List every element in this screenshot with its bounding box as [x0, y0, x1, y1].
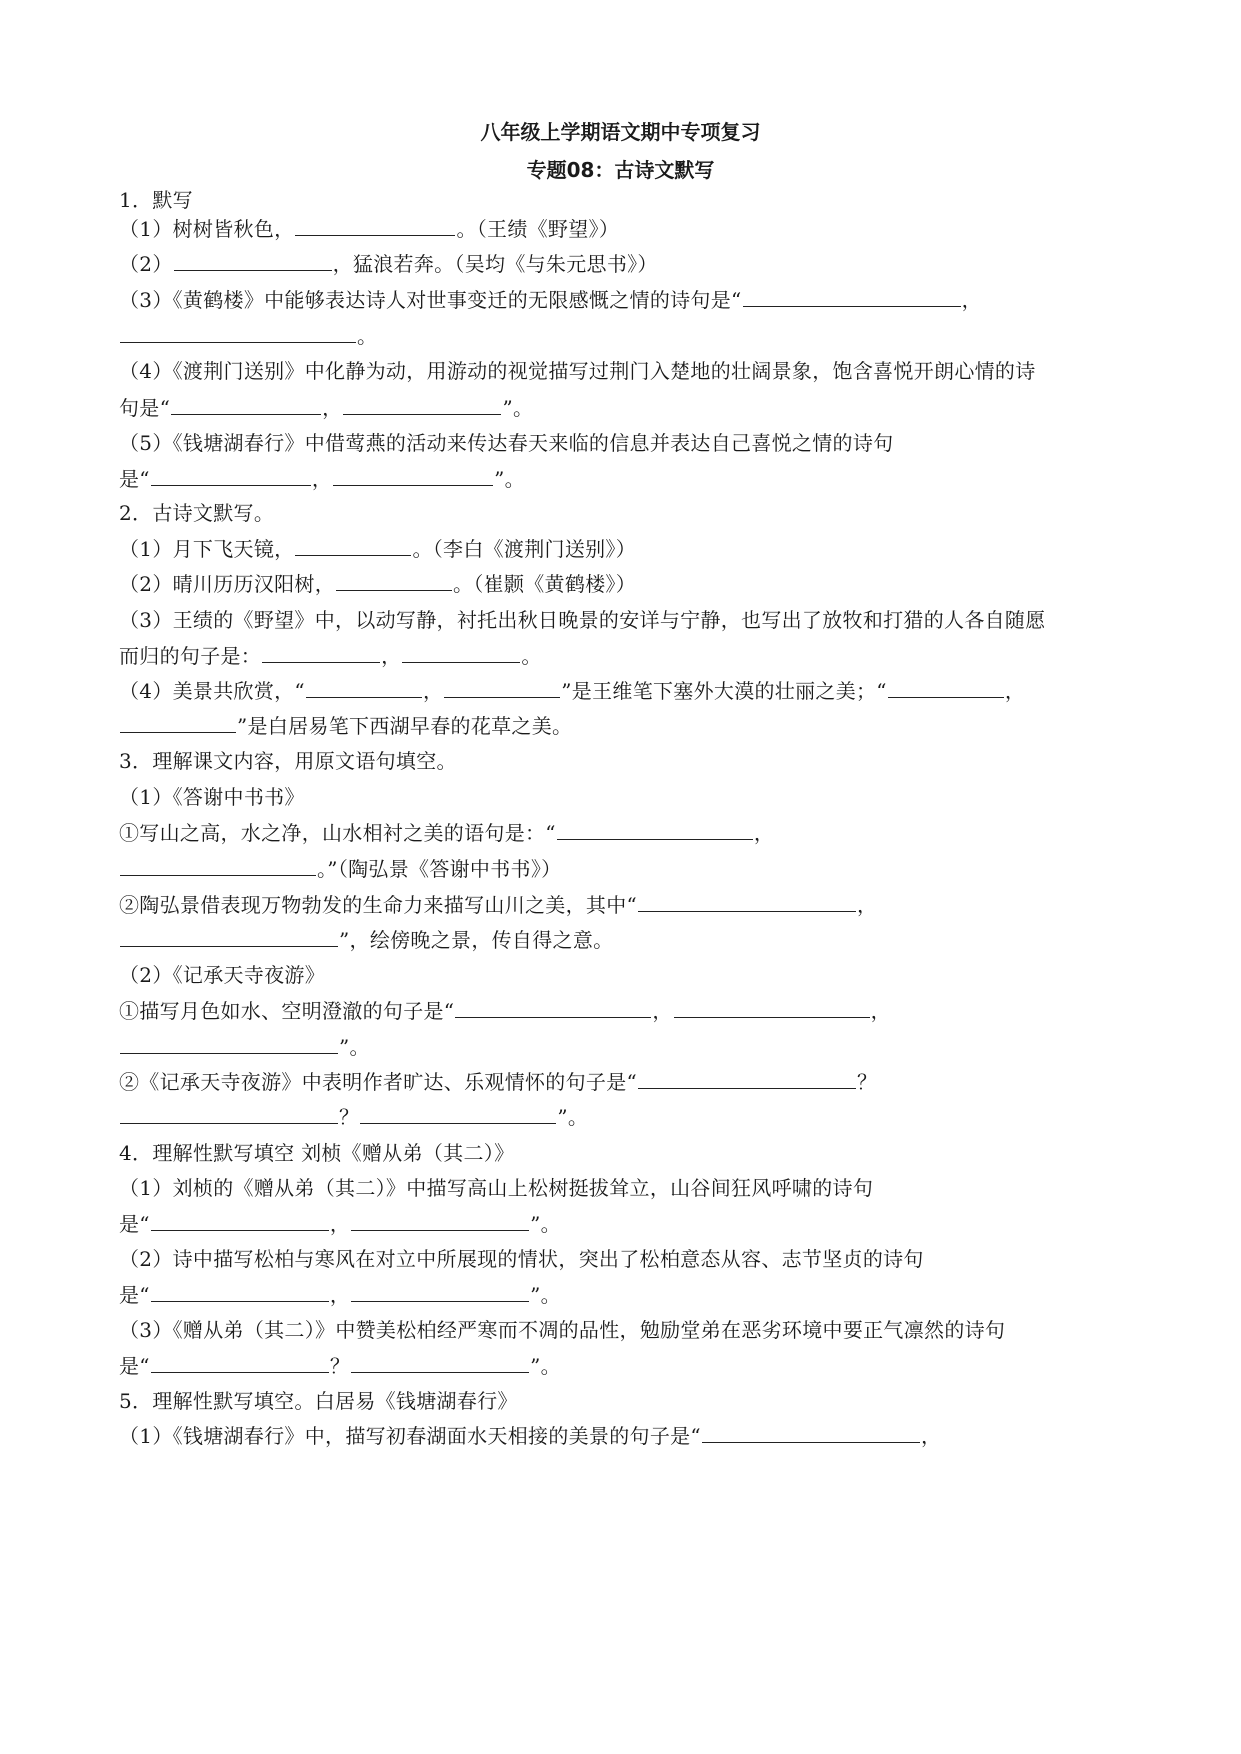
answer-blank[interactable]: [351, 1351, 529, 1373]
answer-blank[interactable]: [702, 1421, 920, 1443]
text-line: [119, 996, 1129, 1026]
line-text: ”。: [530, 1283, 561, 1307]
answer-blank[interactable]: [295, 534, 411, 556]
line-text: ，: [857, 893, 878, 917]
line-text: ，: [961, 288, 982, 312]
text-line: [119, 1032, 1129, 1062]
line-text: ，: [329, 1283, 351, 1307]
answer-blank[interactable]: [638, 1067, 856, 1089]
line-text: ①描写月色如水、空明澄澈的句子是“: [119, 999, 455, 1023]
line-text: ”是白居易笔下西湖早春的花草之美。: [237, 714, 573, 738]
answer-blank[interactable]: [295, 214, 455, 236]
line-text: ，: [322, 396, 343, 420]
line-text: ，: [920, 1424, 942, 1448]
line-text: 3．理解课文内容，用原文语句填空。: [119, 749, 457, 773]
text-line: [119, 605, 1129, 635]
line-text: 是“: [119, 1283, 150, 1307]
line-text: ？: [339, 1105, 360, 1129]
line-text: ①写山之高，水之净，山水相衬之美的语句是：“: [119, 821, 556, 845]
answer-blank[interactable]: [120, 925, 338, 947]
text-line: [119, 185, 1129, 215]
line-text: ”，绘傍晚之景，传自得之意。: [339, 928, 614, 952]
line-text: ②陶弘景借表现万物勃发的生命力来描写山川之美，其中“: [119, 893, 638, 917]
answer-blank[interactable]: [351, 1209, 529, 1231]
document-title: 八年级上学期语文期中专项复习: [480, 120, 761, 144]
answer-blank[interactable]: [262, 641, 380, 663]
answer-blank[interactable]: [151, 1280, 329, 1302]
line-text: 5．理解性默写填空。白居易《钱塘湖春行》: [119, 1389, 518, 1413]
text-line: [119, 1209, 1129, 1239]
line-text: （1）刘桢的《赠从弟（其二）》中描写高山上松树挺拔耸立，山谷间狂风呼啸的诗句: [119, 1176, 874, 1200]
text-line: [119, 464, 1129, 494]
text-line: [119, 214, 1129, 244]
text-line: [119, 285, 1129, 315]
line-text: 是“: [119, 467, 150, 491]
answer-blank[interactable]: [402, 641, 520, 663]
line-text: ②《记承天寺夜游》中表明作者旷达、乐观情怀的句子是“: [119, 1070, 638, 1094]
line-text: 2．古诗文默写。: [119, 501, 275, 525]
line-text: 。: [521, 644, 542, 668]
line-text: ？: [329, 1354, 351, 1378]
text-line: [119, 641, 1129, 671]
answer-blank[interactable]: [360, 1102, 556, 1124]
text-line: [119, 498, 1129, 528]
answer-blank[interactable]: [888, 676, 1004, 698]
line-text: 是“: [119, 1354, 150, 1378]
answer-blank[interactable]: [306, 676, 422, 698]
line-text: 句是“: [119, 396, 171, 420]
text-line: [119, 393, 1129, 423]
line-text: （2）诗中描写松柏与寒风在对立中所展现的情状，突出了松柏意态从容、志节坚贞的诗句: [119, 1247, 924, 1271]
text-line: [119, 854, 1129, 884]
answer-blank[interactable]: [343, 393, 501, 415]
line-text: （2）《记承天寺夜游》: [119, 963, 326, 987]
text-line: [119, 782, 1129, 812]
line-text: ，: [329, 1212, 351, 1236]
line-text: 是“: [119, 1212, 150, 1236]
text-line: [119, 960, 1129, 990]
text-line: [119, 925, 1129, 955]
line-text: ，: [381, 644, 402, 668]
line-text: （3）《赠从弟（其二）》中赞美松柏经严寒而不凋的品性，勉励堂弟在恶劣环境中要正气凛然的诗句: [119, 1318, 1006, 1342]
text-line: [119, 249, 1129, 279]
answer-blank[interactable]: [120, 1102, 338, 1124]
text-line: [119, 428, 1129, 458]
line-text: ”。: [530, 1212, 561, 1236]
line-text: （1）月下飞天镜，: [119, 537, 295, 561]
line-text: ，: [652, 999, 673, 1023]
text-line: [119, 534, 1129, 564]
text-line: [119, 676, 1129, 706]
line-text: 。: [357, 324, 378, 348]
text-line: [119, 1315, 1129, 1345]
line-text: ”。: [557, 1105, 589, 1129]
line-text: ”。: [494, 467, 525, 491]
text-line: [119, 1351, 1129, 1381]
answer-blank[interactable]: [151, 1351, 329, 1373]
text-line: [119, 569, 1129, 599]
answer-blank[interactable]: [120, 854, 316, 876]
answer-blank[interactable]: [336, 569, 452, 591]
line-text: （3）《黄鹤楼》中能够表达诗人对世事变迁的无限感慨之情的诗句是“: [119, 288, 742, 312]
line-text: （1）《钱塘湖春行》中，描写初春湖面水天相接的美景的句子是“: [119, 1424, 701, 1448]
line-text: （3）王绩的《野望》中，以动写静，衬托出秋日晚景的安详与宁静，也写出了放牧和打猎的人各自随愿: [119, 608, 1046, 632]
line-text: 4．理解性默写填空 刘桢《赠从弟（其二）》: [119, 1141, 515, 1165]
line-text: （4）美景共欣赏，“: [119, 679, 305, 703]
answer-blank[interactable]: [151, 464, 311, 486]
answer-blank[interactable]: [120, 711, 236, 733]
text-line: [119, 1244, 1129, 1274]
text-line: [119, 1102, 1129, 1132]
answer-blank[interactable]: [351, 1280, 529, 1302]
line-text: 而归的句子是：: [119, 644, 262, 668]
line-text: ，: [422, 679, 444, 703]
text-line: [119, 890, 1129, 920]
line-text: （5）《钱塘湖春行》中借莺燕的活动来传达春天来临的信息并表达自己喜悦之情的诗句: [119, 431, 894, 455]
answer-blank[interactable]: [743, 285, 961, 307]
answer-blank[interactable]: [674, 996, 870, 1018]
text-line: [119, 356, 1129, 386]
line-text: ，: [311, 467, 333, 491]
answer-blank[interactable]: [455, 996, 651, 1018]
line-text: ”是王维笔下塞外大漠的壮丽之美；“: [561, 679, 887, 703]
line-text: ？: [857, 1070, 878, 1094]
line-text: ”。: [339, 1035, 370, 1059]
line-text: ”。: [502, 396, 534, 420]
text-line: [119, 746, 1129, 776]
line-text: ，: [1004, 679, 1026, 703]
line-text: 。（崔颢《黄鹤楼》）: [453, 572, 637, 596]
answer-blank[interactable]: [120, 321, 356, 343]
line-text: 1．默写: [119, 188, 193, 212]
text-line: [119, 1280, 1129, 1310]
line-text: （1）《答谢中书书》: [119, 785, 305, 809]
line-text: 。”（陶弘景《答谢中书书》）: [317, 857, 562, 881]
line-text: 。（李白《渡荆门送别》）: [412, 537, 637, 561]
line-text: ，: [870, 999, 891, 1023]
text-line: [119, 1067, 1129, 1097]
line-text: （2）晴川历历汉阳树，: [119, 572, 336, 596]
document-subtitle: 专题08：古诗文默写: [526, 158, 715, 182]
answer-blank[interactable]: [444, 676, 560, 698]
text-line: [119, 711, 1129, 741]
text-line: [119, 1138, 1129, 1168]
line-text: （4）《渡荆门送别》中化静为动，用游动的视觉描写过荆门入楚地的壮阔景象，饱含喜悦开朗心情的诗: [119, 359, 1036, 383]
line-text: （2）: [119, 252, 173, 276]
line-text: ”。: [530, 1354, 561, 1378]
answer-blank[interactable]: [171, 393, 321, 415]
answer-blank[interactable]: [151, 1209, 329, 1231]
answer-blank[interactable]: [638, 890, 856, 912]
line-text: （1）树树皆秋色，: [119, 217, 295, 241]
text-line: [119, 1421, 1129, 1451]
answer-blank[interactable]: [557, 818, 753, 840]
text-line: [119, 321, 1129, 351]
line-text: 。（王绩《野望》）: [456, 217, 620, 241]
answer-blank[interactable]: [174, 249, 332, 271]
line-text: ，猛浪若奔。（吴均《与朱元思书》）: [332, 252, 658, 276]
text-line: [119, 1173, 1129, 1203]
answer-blank[interactable]: [120, 1032, 338, 1054]
line-text: ，: [753, 821, 775, 845]
answer-blank[interactable]: [333, 464, 493, 486]
text-line: [119, 818, 1129, 848]
text-line: [119, 1386, 1129, 1416]
